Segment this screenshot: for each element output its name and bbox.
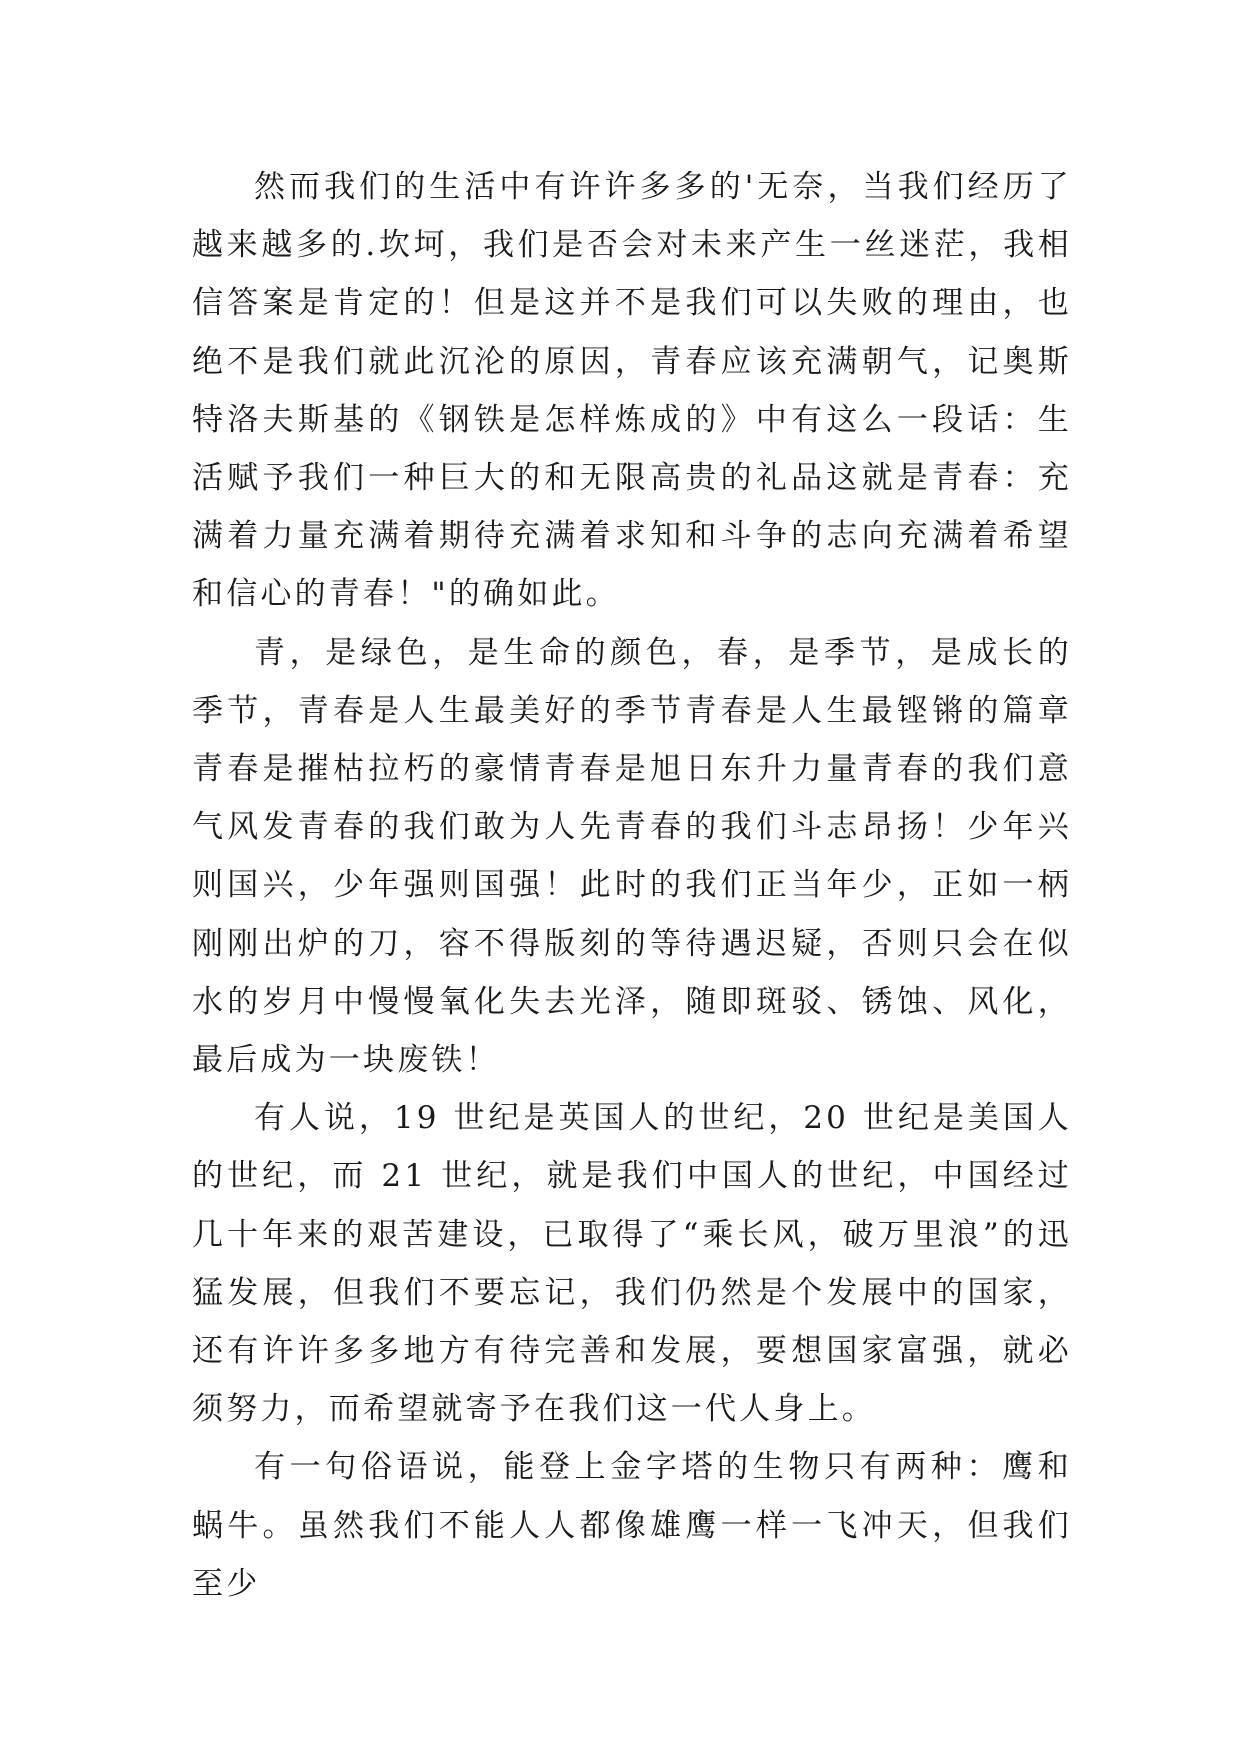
paragraph-1: 然而我们的生活中有许许多多的'无奈，当我们经历了越来越多的.坎坷，我们是否会对未来产生一丝迷茫，我相信答案是肯定的！但是这并不是我们可以失败的理由，也绝不是我们就此沉沦的原因，青春应该充满朝气，记奥斯特洛夫斯基的《钢铁是怎样炼成的》中有这么一段话：生活赋予我们一种巨大的和无限高贵的礼品这就是青春：充满着力量充满着期待充满着求知和斗争的志向充满着希望和信心的青春！"的确如此。 bbox=[192, 169, 1072, 613]
paragraph-4: 有一句俗语说，能登上金字塔的生物只有两种：鹰和蜗牛。虽然我们不能人人都像雄鹰一样一飞冲天，但我们至少 bbox=[192, 1449, 1072, 1602]
paragraph-2: 青，是绿色，是生命的颜色，春，是季节，是成长的季节，青春是人生最美好的季节青春是人生最铿锵的篇章青春是摧枯拉朽的豪情青春是旭日东升力量青春的我们意气风发青春的我们敢为人先青春的我们斗志昂扬！少年兴则国兴，少年强则国强！此时的我们正当年少，正如一柄刚刚出炉的刀，容不得版刻的等待遇迟疑，否则只会在似水的岁月中慢慢氧化失去光泽，随即斑驳、锈蚀、风化，最后成为一块废铁！ bbox=[192, 634, 1072, 1079]
body-text bbox=[192, 158, 1072, 1613]
paragraph-3: 有人说，19 世纪是英国人的世纪，20 世纪是美国人的世纪，而 21 世纪，就是我们中国人的世纪，中国经过几十年来的艰苦建设，已取得了“乘长风，破万里浪”的迅猛发展，但我们不要忘记，我们仍然是个发展中的国家，还有许许多多地方有待完善和发展，要想国家富强，就必须努力，而希望就寄予在我们这一代人身上。 bbox=[192, 1100, 1072, 1428]
